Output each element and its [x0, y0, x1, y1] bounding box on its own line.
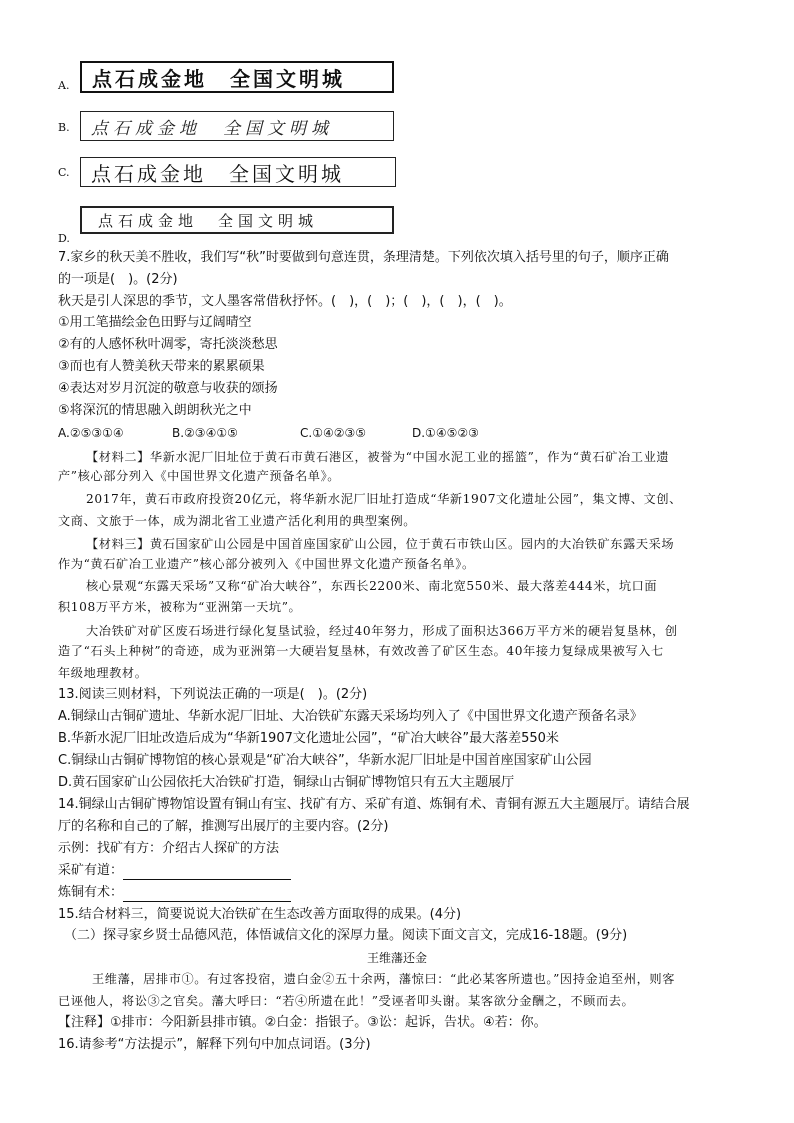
option-label-a: A. — [58, 79, 70, 92]
classical-title: 王维藩还金 — [366, 951, 427, 965]
calligraphy-option-b — [80, 111, 394, 141]
q7-choice-c: C.①④②③⑤ — [300, 426, 366, 440]
option-label-d: D. — [58, 232, 70, 245]
answer-blank-1[interactable] — [123, 865, 291, 880]
q7-item-2: ②有的人感怀秋叶凋零，寄托淡淡愁思 — [58, 337, 278, 352]
material3-line2: 作为“黄石矿冶工业遗产”核心部分被列入《中国世界文化遗产预备名单》。 — [58, 557, 475, 571]
q15-stem: 15.结合材料三，简要说说大冶铁矿在生态改善方面取得的成果。(4分) — [58, 907, 462, 922]
material2-line4: 文商、文旅于一体，成为湖北省工业遗产活化利用的典型案例。 — [58, 514, 417, 528]
q7-item-5: ⑤将深沉的情思融入朗朗秋光之中 — [58, 403, 252, 418]
q13-choice-c: C.铜绿山古铜矿博物馆的核心景观是“矿冶大峡谷”，华新水泥厂旧址是中国首座国家矿山公园 — [58, 753, 592, 768]
q7-stem-line1: 7.家乡的秋天美不胜收，我们写“秋”时要做到句意连贯，条理清楚。下列依次填入括号里的句子，顺序正确 — [58, 250, 669, 265]
calligraphy-text-c: 点石成金地 全国文明城 — [91, 161, 344, 186]
classical-line1: 王维藩，居排市①。有过客投宿，遗白金②五十余两，藩惊曰：“此必某客所遗也。”因持金追至州，则客 — [92, 972, 675, 986]
calligraphy-option-c — [80, 157, 396, 187]
calligraphy-text-b: 点石成金地 全国文明城 — [91, 118, 333, 139]
option-label-b: B. — [58, 121, 70, 134]
material3-line1: 【材料三】黄石国家矿山公园是中国首座国家矿山公园，位于黄石市铁山区。园内的大冶铁矿东露天采场 — [86, 537, 675, 551]
q13-choice-b: B.华新水泥厂旧址改造后成为“华新1907文化遗址公园”，“矿冶大峡谷”最大落差550米 — [58, 731, 559, 746]
q7-passage: 秋天是引人深思的季节，文人墨客常借秋抒怀。( )，( )；( )，( )，( )。 — [58, 294, 512, 309]
calligraphy-option-a — [80, 61, 394, 93]
q14-stem-line1: 14.铜绿山古铜矿博物馆设置有铜山有宝、找矿有方、采矿有道、炼铜有术、青铜有源五大主题展厅。请结合展 — [58, 797, 690, 812]
material2-line2: 产”核心部分列入《中国世界文化遗产预备名单》。 — [58, 469, 341, 483]
q13-stem: 13.阅读三则材料，下列说法正确的一项是( )。(2分) — [58, 687, 368, 702]
section2-heading: （二）探寻家乡贤士品德风范，体悟诚信文化的深厚力量。阅读下面文言文，完成16-18题。(9分) — [64, 928, 628, 943]
q13-choice-a: A.铜绿山古铜矿遗址、华新水泥厂旧址、大冶铁矿东露天采场均列入了《中国世界文化遗产预备名录》 — [58, 709, 643, 724]
q7-item-1: ①用工笔描绘金色田野与辽阔晴空 — [58, 315, 252, 330]
material2-line3: 2017年，黄石市政府投资20亿元，将华新水泥厂旧址打造成“华新1907文化遗址公园”，集文博、文创、 — [86, 492, 682, 506]
material3-line5: 大冶铁矿对矿区废石场进行绿化复垦试验，经过40年努力，形成了面积达366万平方米的硬岩复垦林，创 — [86, 624, 678, 638]
q7-choice-b: B.②③④①⑤ — [172, 426, 238, 440]
q14-fill-label-1: 采矿有道： — [58, 863, 124, 878]
answer-blank-2[interactable] — [123, 887, 291, 902]
classical-line2: 已诬他人，将讼③之官矣。藩大呼曰：“若④所遗在此！”受诬者叩头谢。某客欲分金酬之，不顾而去。 — [58, 994, 635, 1008]
material3-line7: 年级地理教材。 — [58, 666, 148, 680]
option-label-c: C. — [58, 166, 70, 179]
q7-item-4: ④表达对岁月沉淀的敬意与收获的颂扬 — [58, 381, 278, 396]
classical-notes: 【注释】①排市：今阳新县排市镇。②白金：指银子。③讼：起诉，告状。④若：你。 — [58, 1015, 547, 1030]
material3-line6: 造了“石头上种树”的奇迹，成为亚洲第一大硬岩复垦林，有效改善了矿区生态。40年接力复绿成果被写入七 — [58, 644, 664, 658]
material2-line1: 【材料二】华新水泥厂旧址位于黄石市黄石港区，被誉为“中国水泥工业的摇篮”，作为“黄石矿冶工业遗 — [86, 450, 670, 464]
q7-stem-line2: 的一项是( )。(2分) — [58, 272, 178, 287]
q14-fill-row-1 — [58, 862, 291, 880]
calligraphy-option-d — [80, 206, 394, 234]
q14-stem-line2: 厅的名称和自己的了解，推测写出展厅的主要内容。(2分) — [58, 819, 389, 834]
q16-stem: 16.请参考“方法提示”，解释下列句中加点词语。(3分) — [58, 1037, 371, 1052]
calligraphy-text-a: 点石成金地 全国文明城 — [92, 66, 345, 91]
q14-example: 示例：找矿有方：介绍古人探矿的方法 — [58, 841, 280, 856]
q7-choice-d: D.①④⑤②③ — [412, 426, 479, 440]
q7-item-3: ③而也有人赞美秋天带来的累累硕果 — [58, 359, 265, 374]
material3-line3: 核心景观“东露天采场”又称“矿冶大峡谷”，东西长2200米、南北宽550米、最大落差444米，坑口面 — [86, 579, 658, 593]
q14-fill-row-2 — [58, 884, 291, 902]
q14-fill-label-2: 炼铜有术： — [58, 885, 124, 900]
material3-line4: 积108万平方米，被称为“亚洲第一天坑”。 — [58, 600, 302, 614]
q7-choice-a: A.②⑤③①④ — [58, 426, 124, 440]
calligraphy-text-d: 点石成金地 全国文明城 — [98, 211, 319, 230]
q13-choice-d: D.黄石国家矿山公园依托大冶铁矿打造，铜绿山古铜矿博物馆只有五大主题展厅 — [58, 775, 515, 790]
